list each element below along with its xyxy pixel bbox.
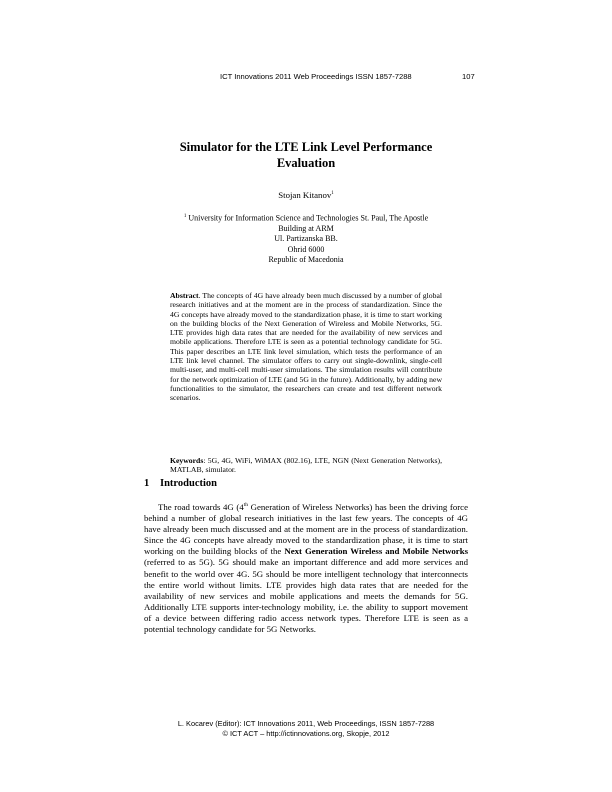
section-heading <box>144 478 217 489</box>
paper-title <box>150 140 462 171</box>
section-number: 1 <box>144 478 150 489</box>
affiliation-line-3: Ul. Partizanska BB. <box>274 234 338 244</box>
abstract-label: Abstract <box>170 291 199 300</box>
paper-title-line-2: Evaluation <box>276 155 336 170</box>
affiliation-line-2: Building at ARM <box>278 224 334 234</box>
affiliation-mark: 1 <box>183 214 187 219</box>
intro-bold-term: Next Generation Wireless and Mobile Networks <box>284 546 469 557</box>
paper-title-line-1: Simulator for the LTE Link Level Performance <box>179 140 433 154</box>
section-title: Introduction <box>160 478 217 489</box>
author-name: Stojan Kitanov <box>278 190 332 200</box>
author <box>150 190 462 200</box>
intro-text-1: The road towards 4G (4 <box>158 502 244 512</box>
abstract-text: . The concepts of 4G have already been much discussed by a number of global research initiatives and at the moment are in the process of standardization. Since the 4G concepts have already moved to the standardization phase, it is time to start working on the building blocks of the Next Generation of Wireless and Mobile Networks, 5G. LTE provides high data rates that are needed for the availability of new services and mobile applications. Therefore LTE is seen as a potential technology candidate for 5G. This paper describes an LTE link level simulation, which tests the performance of an LTE link level channel. The simulator offers to carry out single-downlink, single-cell multi-user, and multi-cell multi-user simulations. The simulation results will contribute for the network optimization of LTE (and 5G in the future). Additionally, by adding new functionalities to the simulator, the researchers can create and test different network scenarios. <box>170 291 442 403</box>
footer <box>150 719 462 738</box>
page-number: 107 <box>462 72 475 81</box>
intro-paragraph <box>144 502 468 635</box>
affiliation-university: University for Information Science and Technologies St. Paul, The Apostle <box>188 213 429 223</box>
affiliation-line-5: Republic of Macedonia <box>268 255 344 265</box>
intro-text-3: (referred to as 5G). 5G should make an important difference and add more services and benefit to the world over 4G. 5G should be more intelligent technology that interconnects the entire world without limits. LTE provides high data rates that are needed for the availability of new services and mobile applications and meets the demands for 5G. Additionally LTE supports inter-technology mobility, i.e. the ability to support movement of a device between differing radio access network types. Therefore LTE is seen as a potential technology candidate for 5G Networks. <box>144 557 468 635</box>
author-mark: 1 <box>331 191 334 197</box>
footer-line-2: © ICT ACT – http://ictinnovations.org, Skopje, 2012 <box>222 728 390 738</box>
running-title: ICT Innovations 2011 Web Proceedings ISSN 1857-7288 <box>220 72 412 81</box>
affiliation-line-4: Ohrid 6000 <box>287 244 325 254</box>
keywords-text: : 5G, 4G, WiFi, WiMAX (802.16), LTE, NGN (Next Generation Networks), MATLAB, simulator. <box>170 456 442 475</box>
intro-superscript: th <box>243 502 249 509</box>
affiliation-line-1 <box>150 212 462 224</box>
keywords <box>170 456 442 475</box>
keywords-label: Keywords <box>170 456 204 465</box>
abstract <box>170 291 442 403</box>
footer-line-1: L. Kocarev (Editor): ICT Innovations 2011, Web Proceedings, ISSN 1857-7288 <box>177 719 435 728</box>
intro-text-2: Generation of Wireless Networks) has been the driving force behind a number of global research initiatives in the last few years. The concepts of 4G have already been much discussed and at the moment are in the process of standardization. Since the 4G concepts have already moved to the standardization phase, it is time to start working on the building blocks of the <box>144 502 468 557</box>
affiliation <box>150 212 462 266</box>
